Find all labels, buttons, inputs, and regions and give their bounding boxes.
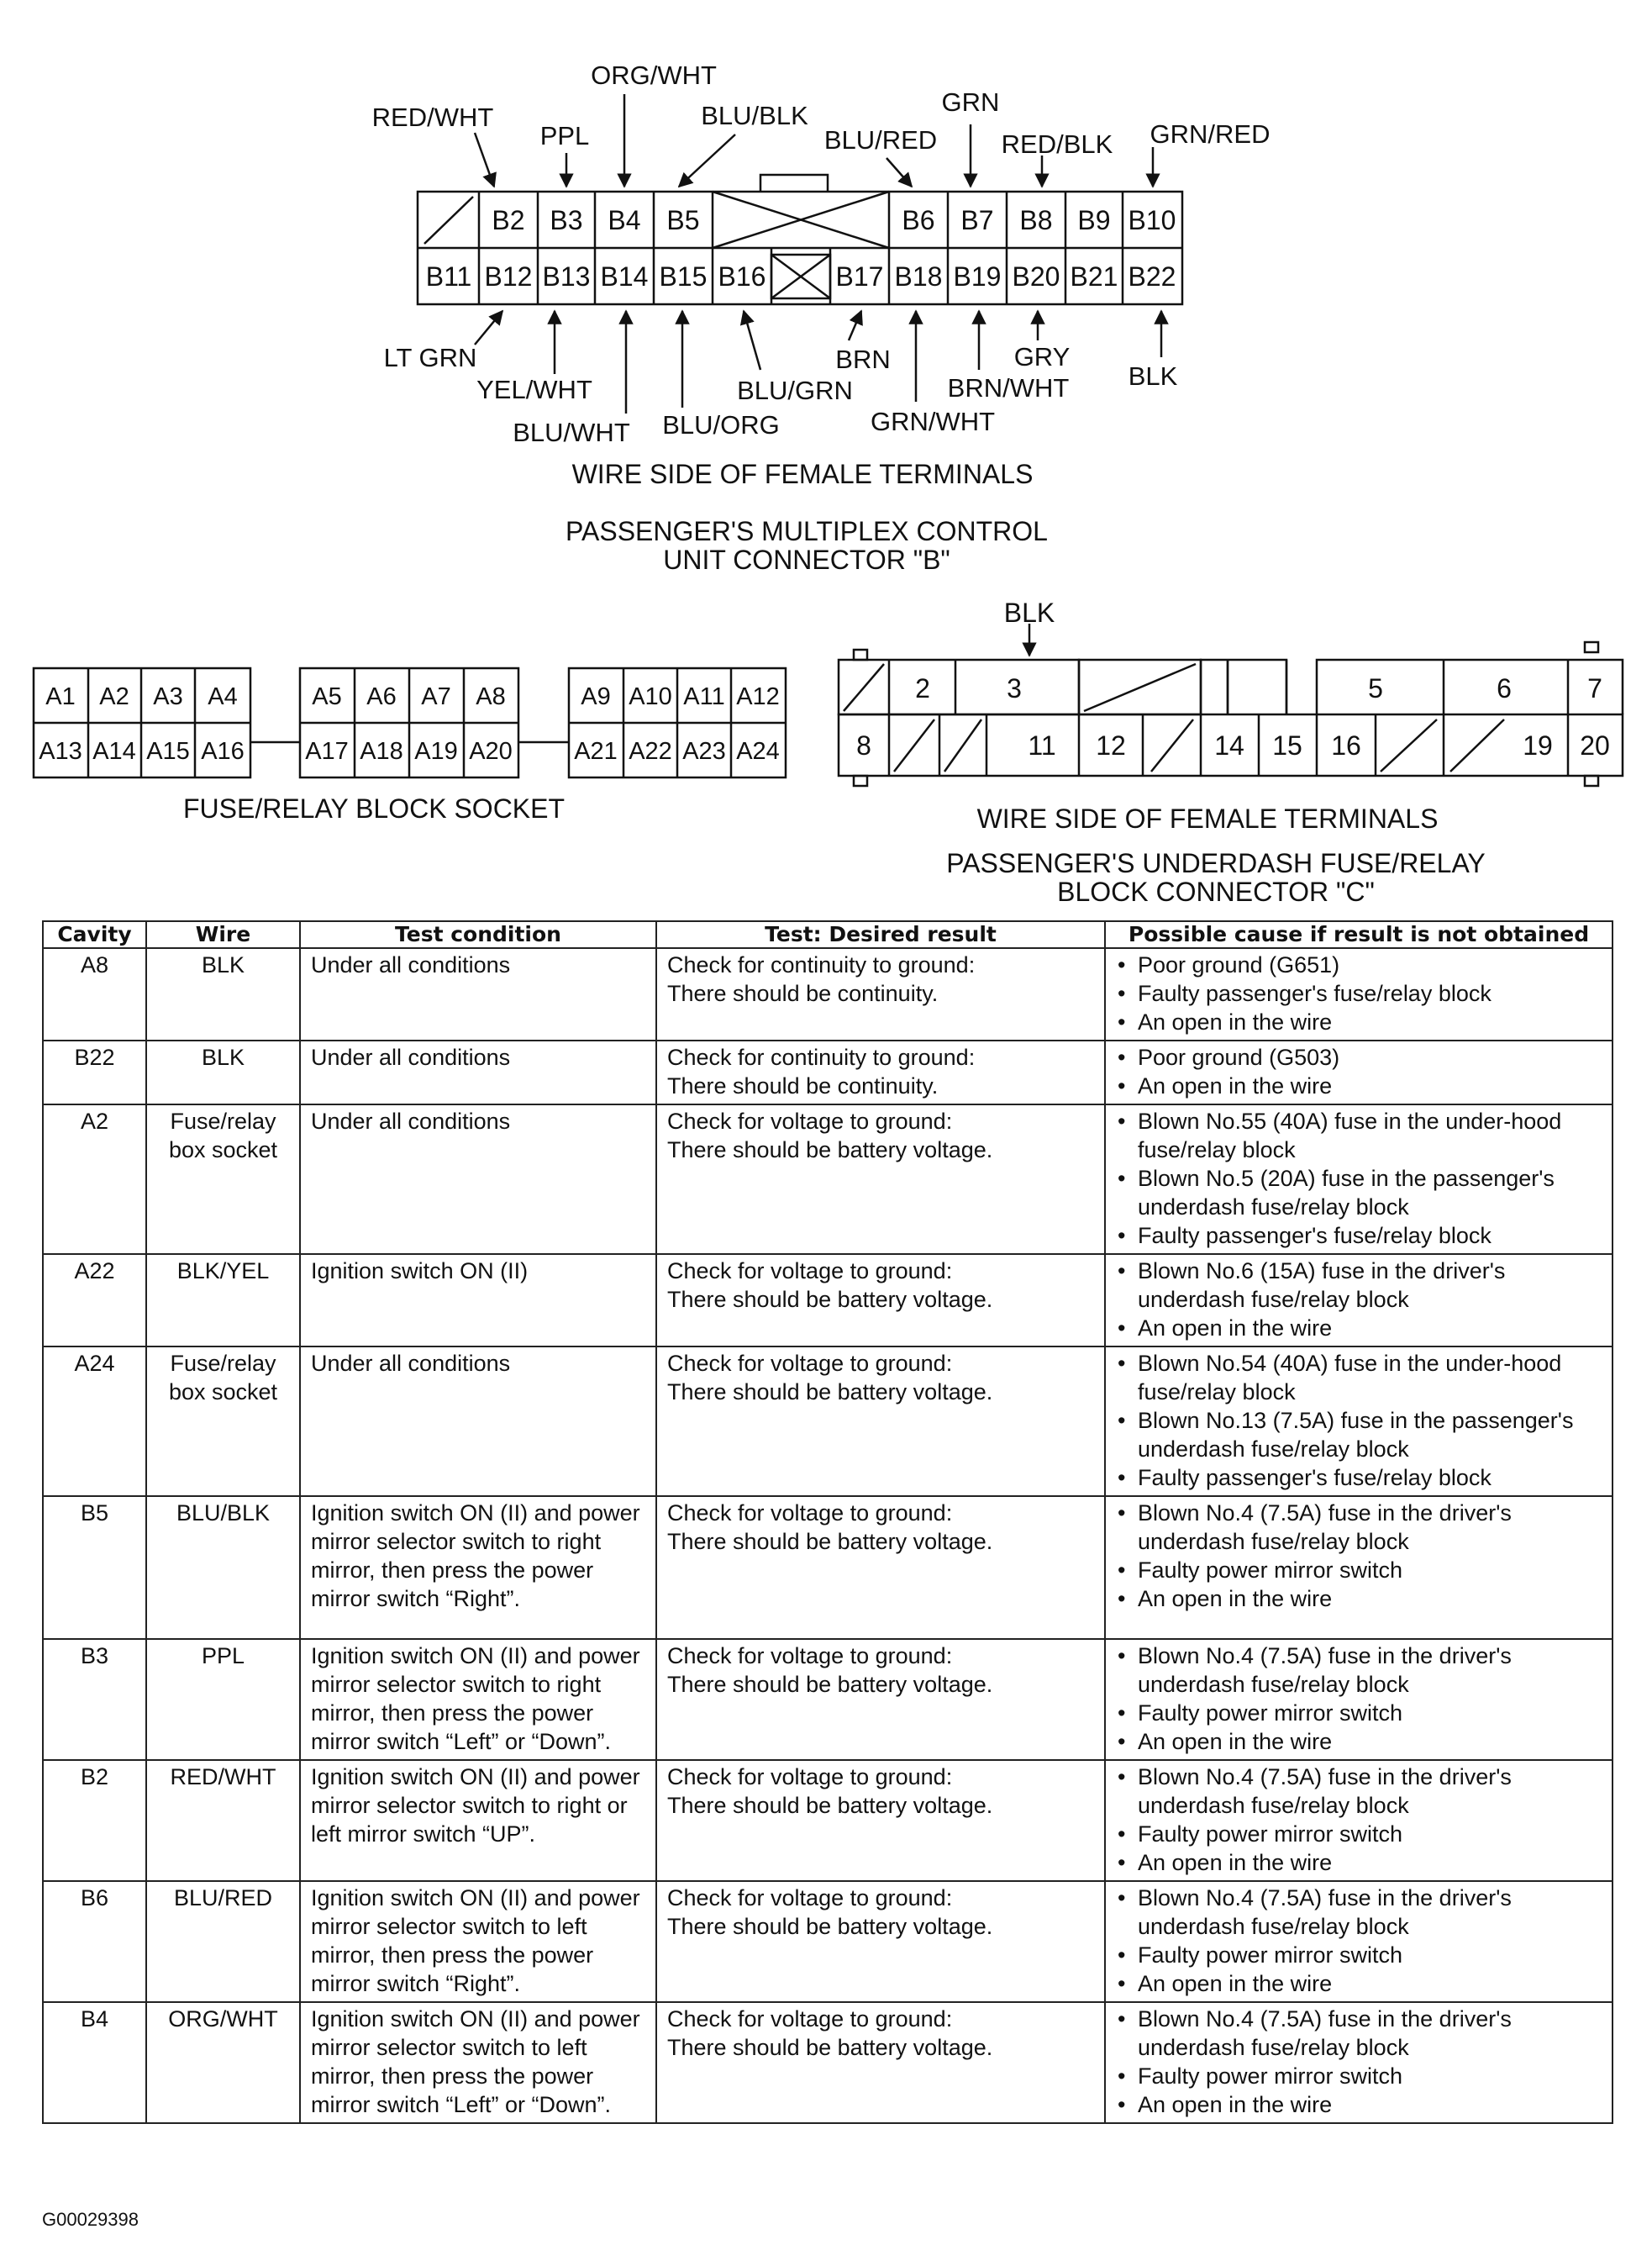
- wire-cell: PPL: [146, 1639, 300, 1760]
- condition-cell: Ignition switch ON (II): [300, 1254, 656, 1346]
- cell-b11: B11: [425, 261, 472, 292]
- result-cell: [656, 948, 1105, 1041]
- wire-label-grn: GRN: [941, 87, 1000, 117]
- connector-c-title-line2: BLOCK CONNECTOR "C": [1057, 877, 1375, 907]
- result-line: There should be battery voltage.: [667, 2035, 993, 2060]
- wire-label-brn: BRN: [835, 345, 891, 374]
- arrow-lt-grn: [475, 311, 502, 345]
- header-cavity: Cavity: [43, 921, 146, 948]
- result-cell: [656, 1496, 1105, 1639]
- cell-b14: B14: [600, 261, 649, 292]
- cause-item: • An open in the wire: [1116, 1072, 1602, 1100]
- result-line: Check for voltage to ground:: [667, 2006, 953, 2032]
- cause-item: • An open in the wire: [1116, 1727, 1602, 1756]
- cell-b16: B16: [718, 261, 766, 292]
- wire-cell: ORG/WHT: [146, 2002, 300, 2123]
- socket-cell-a21: A21: [574, 738, 618, 765]
- c-cell-3: 3: [1007, 673, 1022, 704]
- cavity-cell: B6: [43, 1881, 146, 2002]
- c-cell-2: 2: [915, 673, 930, 704]
- cavity-cell: A2: [43, 1104, 146, 1254]
- wire-label-blu-org: BLU/ORG: [662, 410, 780, 440]
- cell-b10: B10: [1128, 205, 1176, 235]
- cell-b15: B15: [659, 261, 708, 292]
- c-cell-8: 8: [856, 730, 871, 761]
- cell-b4: B4: [608, 205, 641, 235]
- cause-item: • Faulty power mirror switch: [1116, 1820, 1602, 1848]
- socket-cell-a16: A16: [201, 738, 245, 765]
- wire-cell: BLU/RED: [146, 1881, 300, 2002]
- connector-c-tab-tr: [1585, 642, 1598, 652]
- result-cell: [656, 1254, 1105, 1346]
- socket-cell-a3: A3: [153, 683, 183, 710]
- result-line: Check for voltage to ground:: [667, 1500, 953, 1526]
- condition-cell: Ignition switch ON (II) and power mirror selector switch to right or left mirror switch “UP”.: [300, 1760, 656, 1881]
- socket-cell-a13: A13: [39, 738, 82, 765]
- cause-cell: [1105, 1496, 1613, 1639]
- wire-cell: BLK: [146, 1041, 300, 1104]
- table-row: [43, 1760, 1613, 1881]
- table-header-row: [43, 921, 1613, 948]
- socket-cell-a10: A10: [629, 683, 672, 710]
- result-line: There should be battery voltage.: [667, 1287, 993, 1312]
- c-cell-12: 12: [1096, 730, 1126, 761]
- result-line: Check for voltage to ground:: [667, 1643, 953, 1668]
- cause-item: • Blown No.5 (20A) fuse in the passenger's underdash fuse/relay block: [1116, 1164, 1602, 1221]
- result-line: There should be battery voltage.: [667, 1672, 993, 1697]
- result-line: There should be continuity.: [667, 1073, 939, 1099]
- cause-item: • Blown No.54 (40A) fuse in the under-hood fuse/relay block: [1116, 1349, 1602, 1406]
- wire-label-grn-red: GRN/RED: [1150, 119, 1271, 149]
- socket-cell-a4: A4: [208, 683, 238, 710]
- cavity-cell: B3: [43, 1639, 146, 1760]
- cell-b19: B19: [953, 261, 1002, 292]
- cavity-cell: A8: [43, 948, 146, 1041]
- result-cell: [656, 1639, 1105, 1760]
- cause-item: • Faulty passenger's fuse/relay block: [1116, 1463, 1602, 1492]
- wire-label-yel-wht: YEL/WHT: [476, 375, 592, 404]
- result-line: There should be battery voltage.: [667, 1529, 993, 1554]
- header-desired-result: Test: Desired result: [656, 921, 1105, 948]
- fuse-socket-caption: FUSE/RELAY BLOCK SOCKET: [182, 793, 566, 824]
- result-line: Check for continuity to ground:: [667, 952, 976, 978]
- cause-cell: [1105, 1760, 1613, 1881]
- figure-code: G00029398: [42, 2209, 139, 2230]
- connector-b-blank-cavity: [424, 197, 473, 244]
- cavity-cell: B4: [43, 2002, 146, 2123]
- wire-label-red-wht: RED/WHT: [371, 103, 494, 132]
- result-cell: [656, 1881, 1105, 2002]
- cell-b3: B3: [550, 205, 583, 235]
- condition-cell: Under all conditions: [300, 948, 656, 1041]
- socket-cell-a11: A11: [683, 683, 725, 710]
- cause-cell: [1105, 1254, 1613, 1346]
- cell-b6: B6: [902, 205, 935, 235]
- c-cell-19: 19: [1523, 730, 1553, 761]
- condition-cell: Ignition switch ON (II) and power mirror selector switch to left mirror, then press the power mirror switch “Right”.: [300, 1881, 656, 2002]
- condition-cell: Under all conditions: [300, 1346, 656, 1496]
- wire-label-lt-grn: LT GRN: [383, 343, 477, 372]
- connector-c-wire-blk: BLK: [1003, 598, 1055, 628]
- cell-b22: B22: [1128, 261, 1176, 292]
- troubleshooting-table: [42, 920, 1613, 2124]
- wire-label-brn-wht: BRN/WHT: [947, 373, 1070, 403]
- result-line: Check for voltage to ground:: [667, 1351, 953, 1376]
- table-row: [43, 948, 1613, 1041]
- wire-cell: RED/WHT: [146, 1760, 300, 1881]
- connector-c: [839, 624, 1623, 786]
- wire-cell: BLU/BLK: [146, 1496, 300, 1639]
- socket-cell-a18: A18: [360, 738, 403, 765]
- header-wire: Wire: [146, 921, 300, 948]
- arrow-brn: [849, 311, 861, 340]
- arrow-red-wht: [475, 133, 494, 187]
- socket-cell-a9: A9: [581, 683, 611, 710]
- socket-cell-a7: A7: [421, 683, 451, 710]
- cause-item: • Blown No.6 (15A) fuse in the driver's underdash fuse/relay block: [1116, 1257, 1602, 1314]
- connector-b-latch: [760, 175, 828, 192]
- cause-item: • Faulty power mirror switch: [1116, 2062, 1602, 2090]
- cell-b5: B5: [666, 205, 700, 235]
- cavity-cell: B22: [43, 1041, 146, 1104]
- cause-item: • Faulty power mirror switch: [1116, 1941, 1602, 1969]
- result-cell: [656, 1104, 1105, 1254]
- connector-c-tab-br: [1585, 776, 1598, 786]
- wire-label-org-wht: ORG/WHT: [591, 61, 717, 90]
- socket-cell-a5: A5: [312, 683, 342, 710]
- table-row: [43, 1041, 1613, 1104]
- result-line: Check for voltage to ground:: [667, 1885, 953, 1910]
- wire-label-blu-grn: BLU/GRN: [737, 376, 853, 405]
- result-cell: [656, 1346, 1105, 1496]
- socket-cell-a23: A23: [682, 738, 726, 765]
- result-line: There should be battery voltage.: [667, 1137, 993, 1162]
- cause-item: • An open in the wire: [1116, 1848, 1602, 1877]
- header-test-condition: Test condition: [300, 921, 656, 948]
- cause-item: • Blown No.55 (40A) fuse in the under-hood fuse/relay block: [1116, 1107, 1602, 1164]
- wire-label-ppl: PPL: [539, 121, 590, 150]
- cell-b12: B12: [484, 261, 533, 292]
- condition-cell: Ignition switch ON (II) and power mirror selector switch to right mirror, then press the power mirror switch “Right”.: [300, 1496, 656, 1639]
- condition-cell: Ignition switch ON (II) and power mirror selector switch to right mirror, then press the power mirror switch “Left” or “Down”.: [300, 1639, 656, 1760]
- c-cell-20: 20: [1580, 730, 1610, 761]
- result-line: Check for voltage to ground:: [667, 1109, 953, 1134]
- cause-cell: [1105, 1639, 1613, 1760]
- c-cell-15: 15: [1272, 730, 1302, 761]
- connector-b: [418, 175, 1182, 304]
- condition-cell: Ignition switch ON (II) and power mirror selector switch to left mirror, then press the power mirror switch “Left” or “Down”.: [300, 2002, 656, 2123]
- cause-item: • Faulty passenger's fuse/relay block: [1116, 979, 1602, 1008]
- result-line: There should be battery voltage.: [667, 1379, 993, 1404]
- connector-c-blank-top-1: [844, 664, 884, 711]
- condition-cell: Under all conditions: [300, 1041, 656, 1104]
- cause-item: • Blown No.13 (7.5A) fuse in the passenger's underdash fuse/relay block: [1116, 1406, 1602, 1463]
- cause-item: • An open in the wire: [1116, 1969, 1602, 1998]
- socket-cell-a22: A22: [629, 738, 672, 765]
- wire-cell: BLK/YEL: [146, 1254, 300, 1346]
- socket-cell-a19: A19: [414, 738, 458, 765]
- connector-c-side-label: WIRE SIDE OF FEMALE TERMINALS: [976, 804, 1439, 834]
- cell-b13: B13: [542, 261, 591, 292]
- result-line: Check for voltage to ground:: [667, 1764, 953, 1789]
- wire-label-gry: GRY: [1013, 342, 1071, 372]
- wire-label-blu-wht: BLU/WHT: [513, 418, 630, 447]
- socket-cell-a2: A2: [99, 683, 129, 710]
- arrow-blu-grn: [744, 311, 760, 370]
- table-row: [43, 1346, 1613, 1496]
- wire-label-blu-blk: BLU/BLK: [701, 101, 808, 130]
- wire-cell: Fuse/relay box socket: [146, 1104, 300, 1254]
- cause-cell: [1105, 948, 1613, 1041]
- cause-item: • Faulty power mirror switch: [1116, 1556, 1602, 1584]
- table-row: [43, 1881, 1613, 2002]
- connector-b-title-line2: UNIT CONNECTOR "B": [663, 545, 950, 575]
- header-possible-cause: Possible cause if result is not obtained: [1105, 921, 1613, 948]
- cause-item: • An open in the wire: [1116, 2090, 1602, 2119]
- cell-b17: B17: [835, 261, 884, 292]
- cavity-cell: B5: [43, 1496, 146, 1639]
- cause-item: • Poor ground (G503): [1116, 1043, 1602, 1072]
- cell-b2: B2: [492, 205, 525, 235]
- socket-cell-a8: A8: [476, 683, 506, 710]
- cause-item: • Faulty power mirror switch: [1116, 1699, 1602, 1727]
- cause-item: • An open in the wire: [1116, 1584, 1602, 1613]
- c-cell-6: 6: [1497, 673, 1512, 704]
- table-row: [43, 2002, 1613, 2123]
- cell-b20: B20: [1012, 261, 1060, 292]
- table-row: [43, 1496, 1613, 1639]
- cell-b18: B18: [894, 261, 943, 292]
- cavity-cell: B2: [43, 1760, 146, 1881]
- cause-item: • Blown No.4 (7.5A) fuse in the driver's underdash fuse/relay block: [1116, 1499, 1602, 1556]
- wire-label-blk-b22: BLK: [1128, 361, 1178, 391]
- cause-item: • Blown No.4 (7.5A) fuse in the driver's underdash fuse/relay block: [1116, 1763, 1602, 1820]
- cavity-cell: A24: [43, 1346, 146, 1496]
- c-cell-11: 11: [1028, 730, 1056, 761]
- cause-cell: [1105, 1346, 1613, 1496]
- socket-cell-a20: A20: [469, 738, 513, 765]
- connector-c-blank-top-2: [1084, 664, 1196, 711]
- cause-item: • Blown No.4 (7.5A) fuse in the driver's underdash fuse/relay block: [1116, 1642, 1602, 1699]
- c-cell-16: 16: [1331, 730, 1361, 761]
- socket-cell-a14: A14: [92, 738, 136, 765]
- arrow-blu-blk: [679, 134, 735, 187]
- connector-diagrams: [0, 0, 1652, 920]
- condition-cell: Under all conditions: [300, 1104, 656, 1254]
- cell-b21: B21: [1070, 261, 1118, 292]
- socket-cell-a17: A17: [305, 738, 349, 765]
- cause-item: • Blown No.4 (7.5A) fuse in the driver's underdash fuse/relay block: [1116, 1884, 1602, 1941]
- wire-cell: Fuse/relay box socket: [146, 1346, 300, 1496]
- cavity-cell: A22: [43, 1254, 146, 1346]
- wire-label-grn-wht: GRN/WHT: [870, 407, 996, 436]
- cause-item: • Blown No.4 (7.5A) fuse in the driver's underdash fuse/relay block: [1116, 2005, 1602, 2062]
- cause-item: • An open in the wire: [1116, 1314, 1602, 1342]
- table-row: [43, 1254, 1613, 1346]
- socket-cell-a24: A24: [736, 738, 780, 765]
- cause-item: • An open in the wire: [1116, 1008, 1602, 1036]
- wire-label-red-blk: RED/BLK: [1001, 129, 1113, 159]
- cause-cell: [1105, 1104, 1613, 1254]
- cause-cell: [1105, 1041, 1613, 1104]
- table-row: [43, 1104, 1613, 1254]
- cell-b7: B7: [960, 205, 994, 235]
- connector-c-tab-tl: [854, 650, 867, 660]
- cell-b8: B8: [1019, 205, 1053, 235]
- socket-cell-a6: A6: [366, 683, 397, 710]
- result-line: There should be continuity.: [667, 981, 939, 1006]
- connector-b-title-line1: PASSENGER'S MULTIPLEX CONTROL: [566, 516, 1048, 546]
- result-cell: [656, 1760, 1105, 1881]
- wire-cell: BLK: [146, 948, 300, 1041]
- connector-c-tab-bl: [854, 776, 867, 786]
- c-cell-14: 14: [1214, 730, 1244, 761]
- connector-b-side-label: WIRE SIDE OF FEMALE TERMINALS: [571, 459, 1034, 489]
- cause-item: • Poor ground (G651): [1116, 951, 1602, 979]
- arrow-blu-red: [887, 158, 912, 187]
- c-cell-5: 5: [1368, 673, 1383, 704]
- result-line: Check for voltage to ground:: [667, 1258, 953, 1283]
- socket-cell-a1: A1: [45, 683, 76, 710]
- result-line: There should be battery voltage.: [667, 1793, 993, 1818]
- cell-b9: B9: [1077, 205, 1111, 235]
- result-cell: [656, 1041, 1105, 1104]
- result-line: Check for continuity to ground:: [667, 1045, 976, 1070]
- connector-c-title-line1: PASSENGER'S UNDERDASH FUSE/RELAY: [946, 848, 1486, 878]
- result-line: There should be battery voltage.: [667, 1914, 993, 1939]
- wire-label-blu-red: BLU/RED: [823, 125, 938, 155]
- socket-cell-a12: A12: [736, 683, 780, 710]
- socket-cell-a15: A15: [146, 738, 190, 765]
- result-cell: [656, 2002, 1105, 2123]
- cause-cell: [1105, 1881, 1613, 2002]
- cause-item: • Faulty passenger's fuse/relay block: [1116, 1221, 1602, 1250]
- table-row: [43, 1639, 1613, 1760]
- cause-cell: [1105, 2002, 1613, 2123]
- c-cell-7: 7: [1587, 673, 1602, 704]
